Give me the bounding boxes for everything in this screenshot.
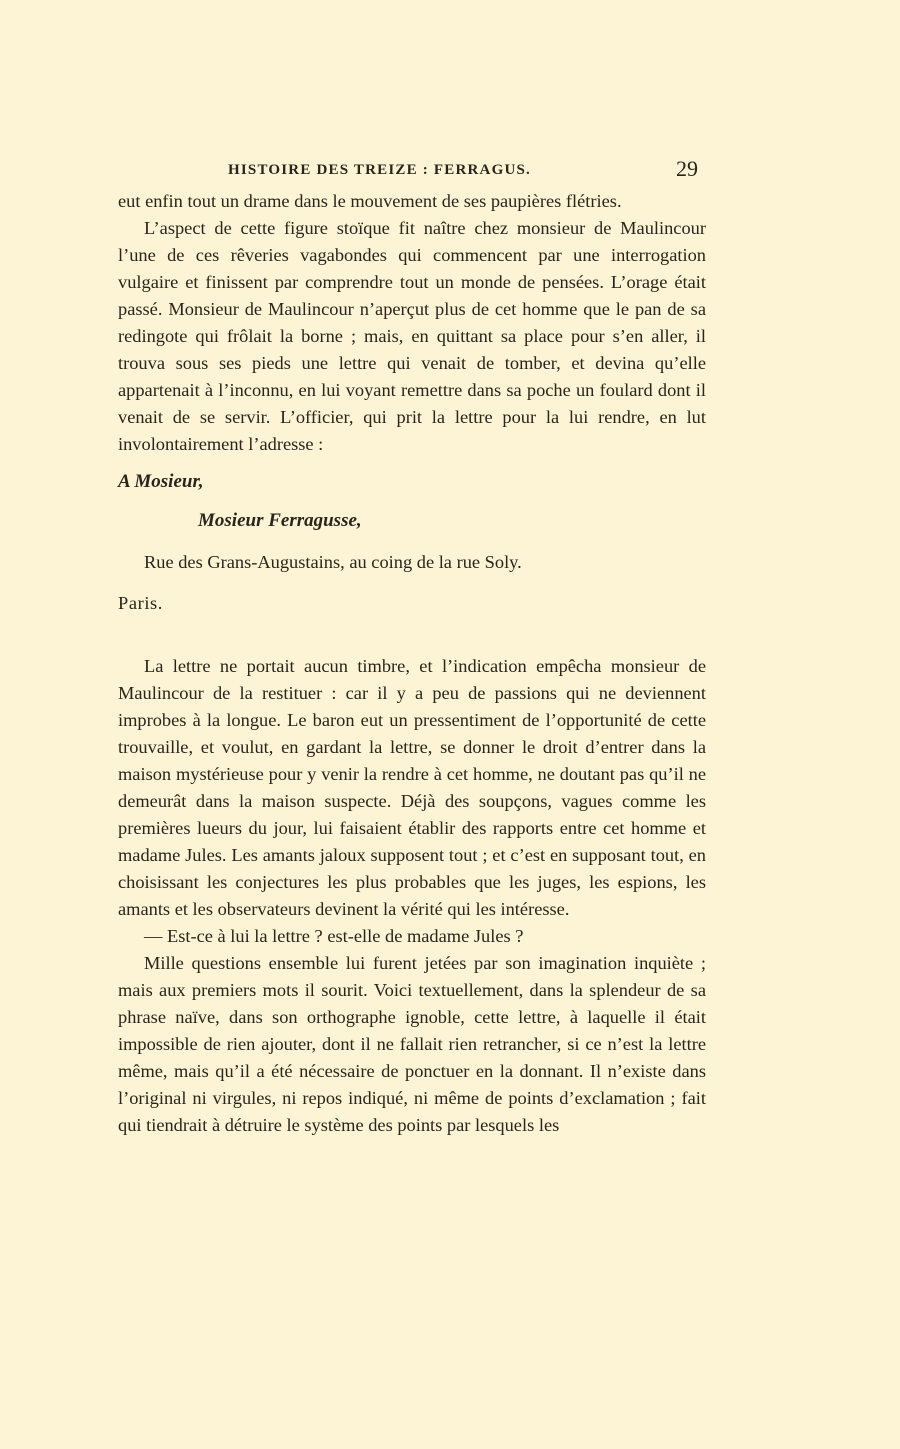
paragraph-questions: Mille questions ensemble lui furent jetées par son imagination inquiète ; mais aux premiers mots il sourit. Voici textuellement, dans la splendeur de sa phrase naïve, dans son orthographe ignoble, cette lettre, à laquelle il était impossible de rien ajouter, dont il ne fallait rien retrancher, si ce n’est la lettre même, mais qu’il a été nécessaire de ponctuer en la donnant. Il n’existe dans l’original ni virgules, ni repos indiqué, ni même de points d’exclamation ; fait qui tiendrait à détruire le système des points par lesquels les bbox=[118, 953, 706, 1135]
running-header bbox=[118, 156, 706, 184]
page-number: 29 bbox=[676, 156, 698, 181]
letter-address-name: Mosieur Ferragusse, bbox=[198, 510, 362, 531]
letter-address-salutation: A Mosieur, bbox=[118, 471, 204, 492]
letter-address-street: Rue des Grans-Augustains, au coing de la rue Soly. bbox=[144, 552, 522, 572]
paragraph-timbre: La lettre ne portait aucun timbre, et l’indication empêcha monsieur de Maulincour de la restituer : car il y a peu de passions qui ne deviennent improbes à la longue. Le baron eut un pressentiment de l’opportunité de cette trouvaille, et voulut, en gardant la lettre, se donner le droit d’entrer dans la maison mystérieuse pour y venir la rendre à cet homme, ne doutant pas qu’il ne demeurât dans la maison suspecte. Déjà des soupçons, vagues comme les premières lueurs du jour, lui faisaient établir des rapports entre cet homme et madame Jules. Les amants jaloux supposent tout ; et c’est en supposant tout, en choisissant les conjectures les plus probables que les juges, les espions, les amants et les observateurs devinent la vérité qui les intéresse. bbox=[118, 656, 706, 919]
paragraph-dialogue: — Est-ce à lui la lettre ? est-elle de madame Jules ? bbox=[144, 926, 524, 946]
paragraph-continuation: eut enfin tout un drame dans le mouvement de ses paupières flétries. bbox=[118, 191, 622, 211]
running-title: HISTOIRE DES TREIZE : FERRAGUS. bbox=[228, 162, 531, 178]
paragraph-aspect: L’aspect de cette figure stoïque fit naître chez monsieur de Maulincour l’une de ces rêveries vagabondes qui commencent par une interrogation vulgaire et finissent par comprendre tout un monde de pensées. L’orage était passé. Monsieur de Maulincour n’aperçut plus de cet homme que le pan de sa redingote qui frôlait la borne ; mais, en quittant sa place pour s’en aller, il trouva sous ses pieds une lettre qui venait de tomber, et devina qu’elle appartenait à l’inconnu, en lui voyant remettre dans sa poche un foulard dont il venait de se servir. L’officier, qui prit la lettre pour la lui rendre, en lut involontairement l’adresse : bbox=[118, 218, 706, 454]
body-text bbox=[118, 188, 706, 1139]
letter-address-city: Paris. bbox=[118, 593, 163, 613]
